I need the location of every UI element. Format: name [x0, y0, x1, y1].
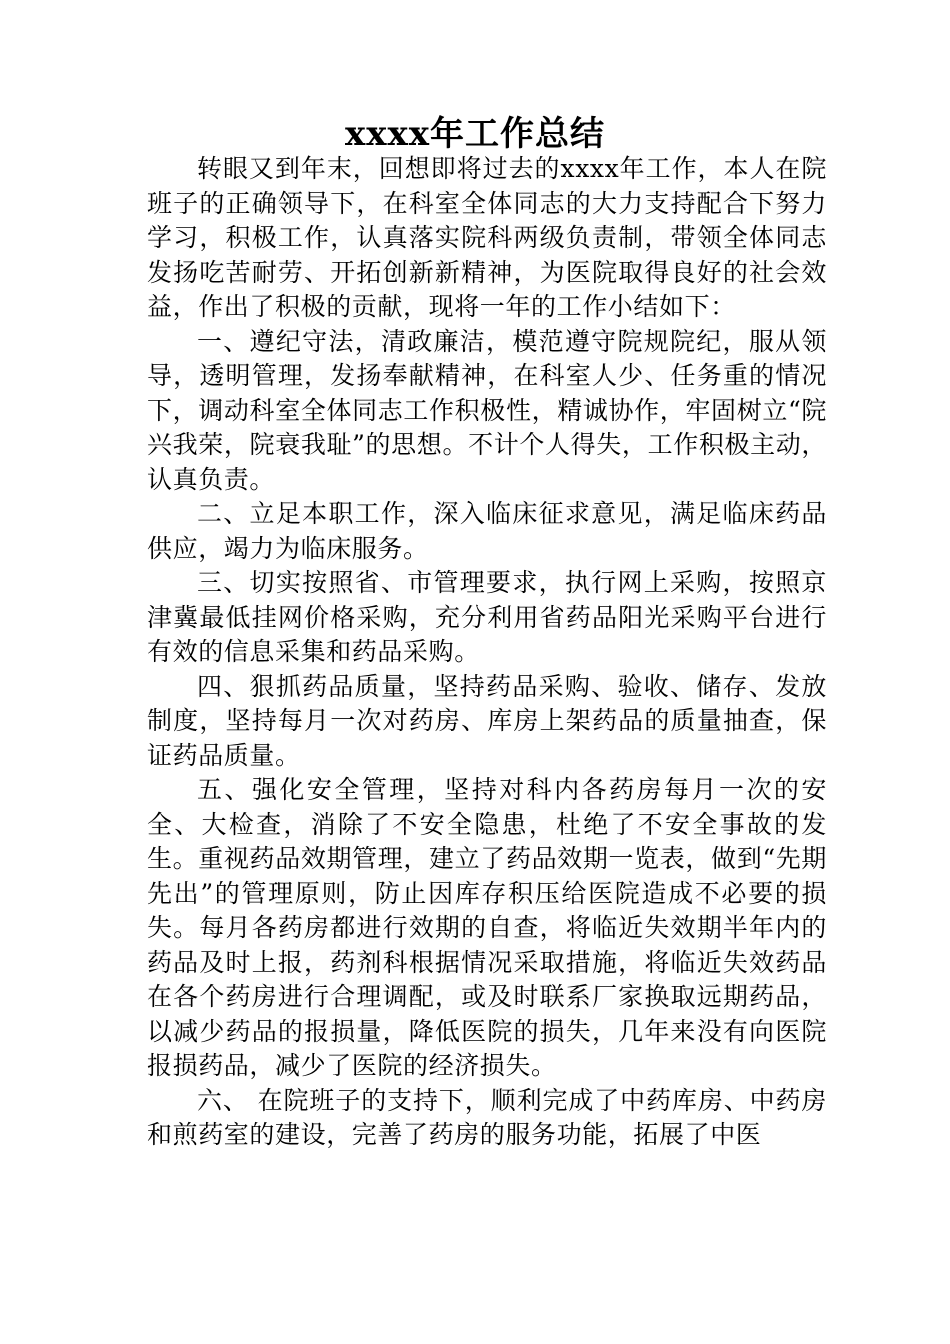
paragraph-item-1: 一、遵纪守法，清政廉洁，模范遵守院规院纪，服从领导，透明管理，发扬奉献精神，在科室人少、任务重的情况下，调动科室全体同志工作积极性，精诚协作，牢固树立“院兴我荣，院衰我耻”的思想。不计个人得失，工作积极主动，认真负责。 [147, 326, 827, 494]
paragraph-item-6: 六、 在院班子的支持下，顺利完成了中药库房、中药房和煎药室的建设，完善了药房的服务功能，拓展了中医 [147, 1085, 827, 1149]
document-title: xxxx年工作总结 [344, 114, 606, 154]
paragraph-item-2: 二、立足本职工作，深入临床征求意见，满足临床药品供应，竭力为临床服务。 [147, 499, 827, 563]
paragraph-item-5: 五、强化安全管理，坚持对科内各药房每月一次的安全、大检查，消除了不安全隐患，杜绝了不安全事故的发生。重视药品效期管理，建立了药品效期一览表，做到“先期先出”的管理原则，防止因库存积压给医院造成不必要的损失。每月各药房都进行效期的自查，将临近失效期半年内的药品及时上报，药剂科根据情况采取措施，将临近失效药品在各个药房进行合理调配，或及时联系厂家换取远期药品，以减少药品的报损量，降低医院的损失，几年来没有向医院报损药品，减少了医院的经济损失。 [147, 775, 827, 1080]
paragraph-intro: 转眼又到年末，回想即将过去的xxxx年工作，本人在院班子的正确领导下，在科室全体同志的大力支持配合下努力学习，积极工作，认真落实院科两级负责制，带领全体同志发扬吃苦耐劳、开拓创新新精神，为医院取得良好的社会效益，作出了积极的贡献，现将一年的工作小结如下： [147, 154, 827, 321]
paragraph-item-3: 三、切实按照省、市管理要求，执行网上采购，按照京津冀最低挂网价格采购，充分利用省药品阳光采购平台进行有效的信息采集和药品采购。 [147, 568, 827, 666]
paragraph-item-4: 四、狠抓药品质量，坚持药品采购、验收、储存、发放制度，坚持每月一次对药房、库房上架药品的质量抽查，保证药品质量。 [147, 671, 827, 770]
document-body [147, 152, 827, 1153]
